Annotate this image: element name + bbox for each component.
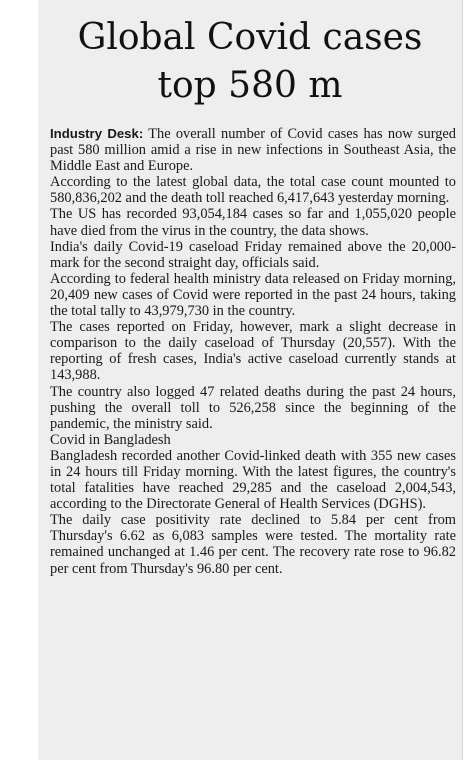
paragraph-1-text: The overall number of Covid cases has now surged past 580 million amid a rise in new infections in Southeast Asia, the Middle East and Europe. (50, 126, 457, 175)
paragraph-9: The daily case positivity rate declined to 5.84 per cent from Thursday's 6.62 as 6,083 samples were tested. The mortality rate remained unchanged at 1.46 per cent. The recovery rate rose to 96.82 per cent from Thursday's 96.80 per cent. (50, 512, 456, 577)
paragraph-1 (50, 126, 456, 174)
paragraph-6: The cases reported on Friday, however, mark a slight decrease in comparison to the daily caseload of Thursday (20,557). With the reporting of fresh cases, India's active caseload currently stands at 143,988. (50, 319, 456, 384)
paragraph-5: According to federal health ministry data released on Friday morning, 20,409 new cases of Covid were reported in the past 24 hours, taking the total tally to 43,979,730 in the country. (50, 270, 456, 320)
paragraph-4: India's daily Covid-19 caseload Friday remained above the 20,000-mark for the second straight day, officials said. (50, 238, 456, 271)
article-headline (38, 14, 462, 110)
article-body (50, 126, 456, 577)
section-subhead: Covid in Bangladesh (50, 431, 171, 448)
paragraph-8: Bangladesh recorded another Covid-linked death with 355 new cases in 24 hours till Friday morning. With the latest figures, the country's total fatalities have reached 29,285 and the caseload 2,004,543, according to the Directorate General of Health Services (DGHS). (50, 447, 456, 513)
byline: Industry Desk: (50, 126, 144, 141)
paragraph-2: According to the latest global data, the total case count mounted to 580,836,202 and the death toll reached 6,417,643 yesterday morning. (50, 174, 456, 207)
clipping-edge (462, 0, 463, 760)
headline-line-1: Global Covid cases (77, 17, 423, 58)
headline-line-2: top 580 m (157, 65, 343, 106)
paragraph-3: The US has recorded 93,054,184 cases so far and 1,055,020 people have died from the virus in the country, the data shows. (50, 206, 456, 239)
paragraph-7: The country also logged 47 related deaths during the past 24 hours, pushing the overall toll to 526,258 since the beginning of the pandemic, the ministry said. (50, 383, 456, 432)
